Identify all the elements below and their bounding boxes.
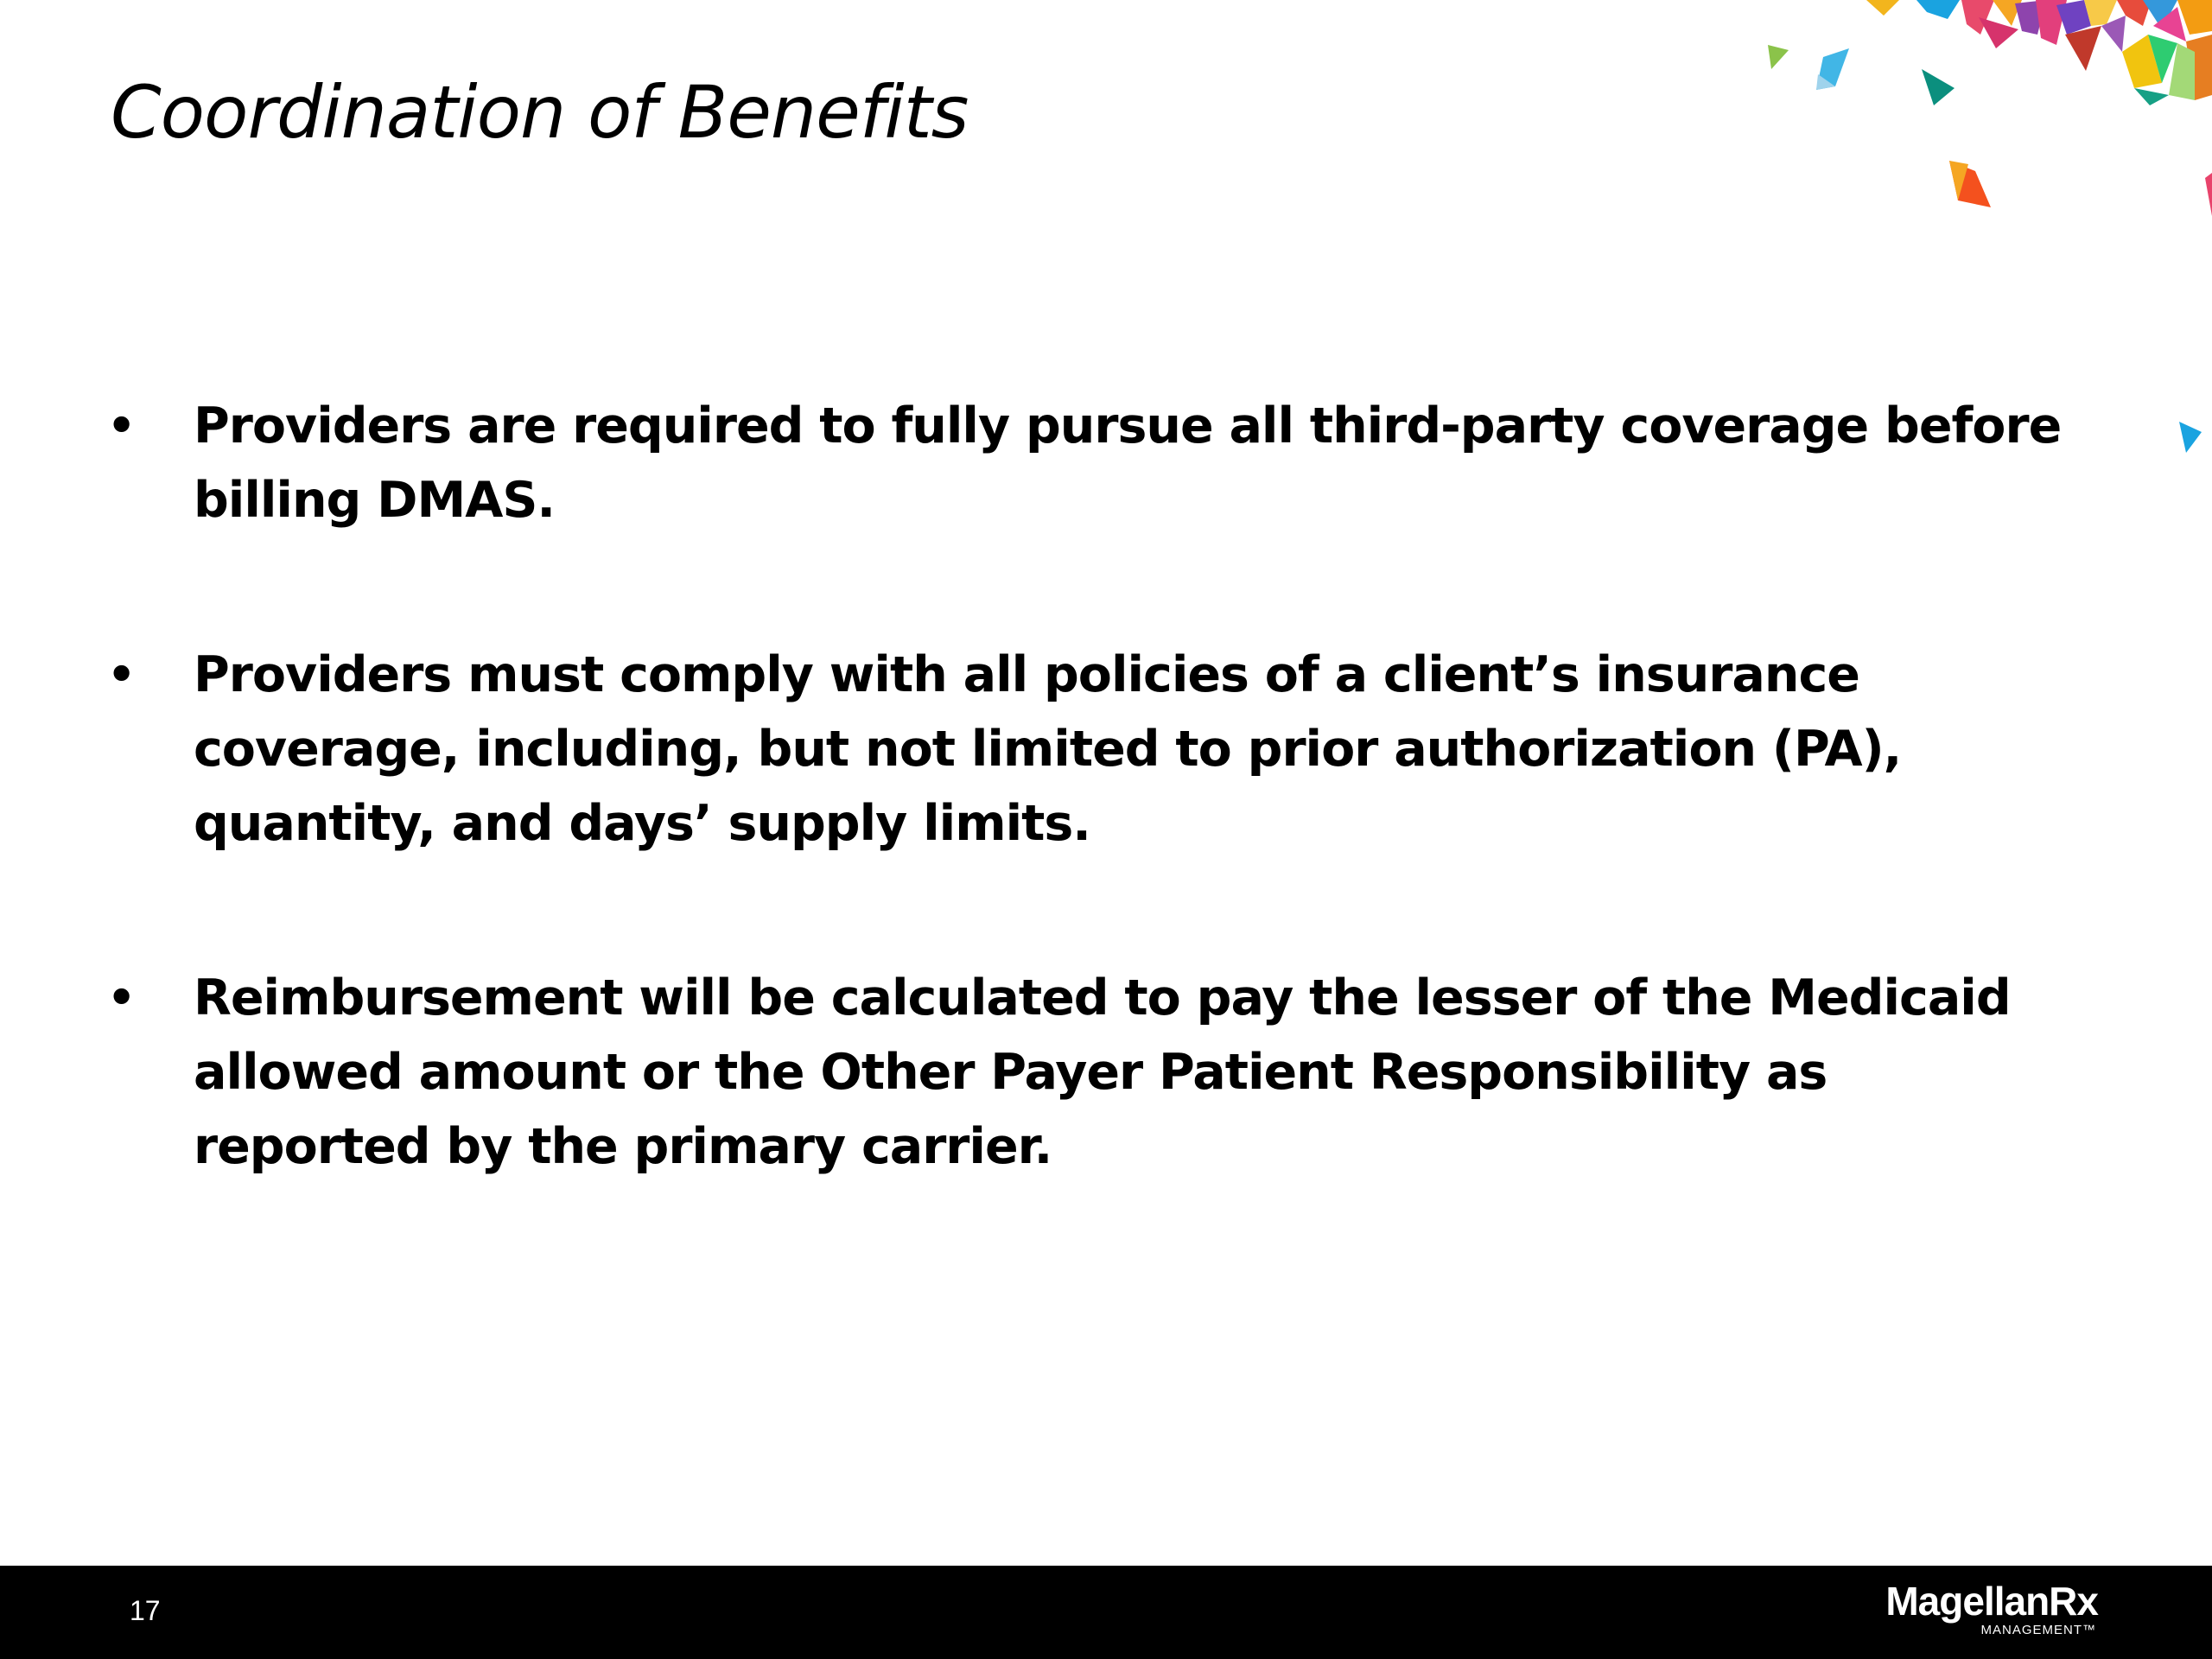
page-number: 17 (130, 1595, 161, 1626)
magellan-rx-logo (1885, 1578, 2098, 1647)
bullet-item (104, 638, 2074, 861)
footer-bar (0, 1566, 2212, 1659)
bullet-text: Providers must comply with all policies of a client’s insurance coverage, including, but not limited to prior authorization (PA), quantity, and days’ supply limits. (194, 646, 1902, 852)
bullet-list (104, 389, 2074, 1284)
bullet-icon: • (107, 400, 136, 452)
logo-subtext: MANAGEMENT™ (1980, 1623, 2096, 1637)
bullet-icon: • (107, 649, 136, 701)
bullet-item (104, 961, 2074, 1184)
bullet-item (104, 389, 2074, 537)
bullet-icon: • (107, 972, 136, 1024)
bullet-text: Reimbursement will be calculated to pay the lesser of the Medicaid allowed amount or the Other Payer Patient Responsibility as reported by the primary carrier. (194, 969, 2011, 1175)
logo-text: MagellanRx (1885, 1579, 2098, 1624)
slide-title: Coordination of Benefits (111, 70, 969, 155)
bullet-text: Providers are required to fully pursue all third-party coverage before billing DMAS. (194, 397, 2062, 529)
